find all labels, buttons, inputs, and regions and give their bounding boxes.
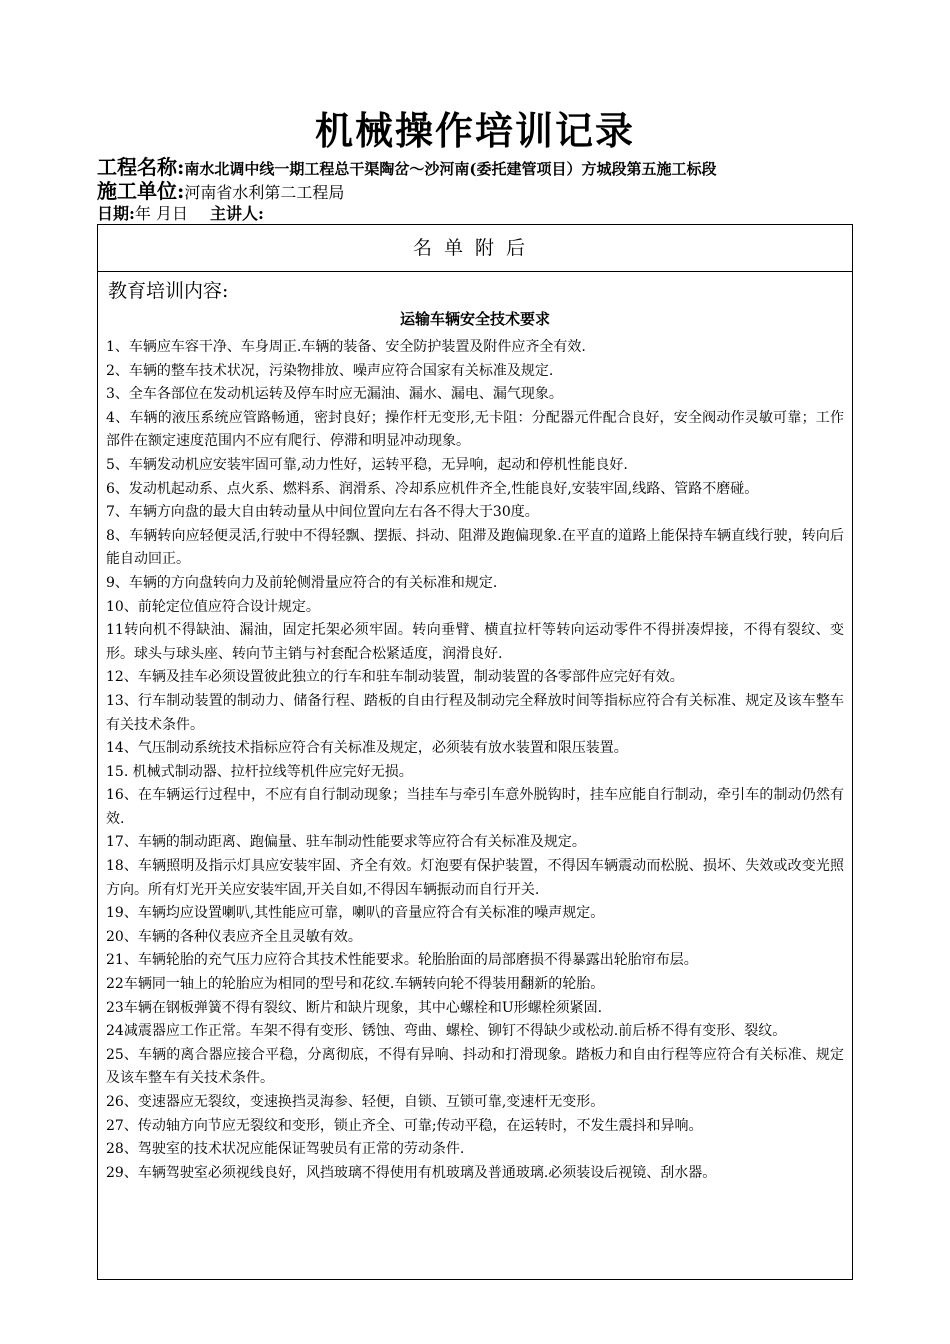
- requirement-item: 25、车辆的离合器应接合平稳，分离彻底，不得有异响、抖动和打滑现象。踏板力和自由行程等应符合有关标准、规定及该车整车有关技术条件。: [106, 1046, 844, 1087]
- requirement-list: [106, 336, 844, 1185]
- requirement-item: 3、全车各部位在发动机运转及停车时应无漏油、漏水、漏电、漏气现象。: [106, 386, 563, 403]
- page-title: 机械操作培训记录: [314, 108, 635, 153]
- requirement-item: 8、车辆转向应轻便灵活,行驶中不得轻飘、摆振、抖动、阻滞及跑偏现象.在平直的道路上能保持车辆直线行驶，转向后能自动回正。: [106, 527, 844, 568]
- unit-value: 河南省水利第二工程局: [184, 183, 345, 202]
- requirement-item: 21、车辆轮胎的充气压力应符合其技术性能要求。轮胎胎面的局部磨损不得暴露出轮胎帘布层。: [106, 952, 698, 969]
- requirement-item: 14、气压制动系统技术指标应符合有关标准及规定，必须装有放水装置和限压装置。: [106, 740, 628, 757]
- requirement-item: 9、车辆的方向盘转向力及前轮侧滑量应符合的有关标准和规定.: [106, 574, 498, 591]
- content-subtitle: 运输车辆安全技术要求: [399, 310, 550, 328]
- training-content: [98, 272, 852, 1185]
- requirement-item: 2、车辆的整车技术状况，污染物排放、噪声应符合国家有关标准及规定.: [106, 362, 554, 379]
- requirement-item: 15. 机械式制动器、拉杆拉线等机件应完好无损。: [106, 763, 413, 780]
- requirement-item: 23车辆在钢板弹簧不得有裂纹、断片和缺片现象，其中心螺栓和U形螺栓须紧固.: [106, 999, 603, 1016]
- date-label: 日期:: [97, 204, 135, 223]
- requirement-item: 10、前轮定位值应符合设计规定。: [106, 598, 320, 615]
- requirement-item: 20、车辆的各种仪表应齐全且灵敏有效。: [106, 928, 362, 945]
- speaker-label: 主讲人:: [210, 204, 264, 223]
- requirement-item: 12、车辆及挂车必须设置彼此独立的行车和驻车制动装置，制动装置的各零部件应完好有效。: [106, 669, 684, 686]
- date-line: [97, 201, 264, 224]
- requirement-item: 13、行车制动装置的制动力、储备行程、踏板的自由行程及制动完全释放时间等指标应符合有关标准、规定及该车整车有关技术条件。: [106, 692, 844, 733]
- requirement-item: 1、车辆应车容干净、车身周正.车辆的装备、安全防护装置及附件应齐全有效.: [106, 339, 586, 355]
- attendee-list-note: 名单附后: [98, 225, 852, 272]
- requirement-item: 24减震器应工作正常。车架不得有变形、锈蚀、弯曲、螺栓、铆钉不得缺少或松动.前后桥不得有变形、裂纹。: [106, 1023, 787, 1040]
- unit-label: 施工单位:: [97, 179, 185, 203]
- project-label: 工程名称:: [97, 155, 185, 179]
- requirement-item: 7、车辆方向盘的最大自由转动量从中间位置向左右各不得大于30度。: [106, 504, 539, 521]
- requirement-item: 18、车辆照明及指示灯具应安装牢固、齐全有效。灯泡要有保护装置，不得因车辆震动而松脱、损坏、失效或改变光照方向。所有灯光开关应安装牢固,开关自如,不得因车辆振动而自行开关.: [106, 858, 844, 898]
- requirement-item: 11转向机不得缺油、漏油，固定托架必须牢固。转向垂臂、横直拉杆等转向运动零件不得拼凑焊接，不得有裂纹、变形。球头与球头座、转向节主销与衬套配合松紧适度，润滑良好.: [106, 622, 844, 662]
- requirement-item: 4、车辆的液压系统应管路畅通，密封良好；操作杆无变形,无卡阻：分配器元件配合良好，安全阀动作灵敏可靠；工作部件在额定速度范围内不应有爬行、停滞和明显冲动现象。: [106, 409, 844, 450]
- requirement-item: 5、车辆发动机应安装牢固可靠,动力性好，运转平稳，无异响，起动和停机性能良好.: [106, 456, 628, 473]
- requirement-item: 29、车辆驾驶室必须视线良好，风挡玻璃不得使用有机玻璃及普通玻璃.必须装设后视镜、刮水器。: [106, 1164, 717, 1181]
- requirement-item: 28、驾驶室的技术状况应能保证驾驶员有正常的劳动条件.: [106, 1141, 465, 1158]
- requirement-item: 19、车辆均应设置喇叭,其性能应可靠，喇叭的音量应符合有关标准的噪声规定。: [106, 905, 605, 922]
- requirement-item: 16、在车辆运行过程中，不应有自行制动现象；当挂车与牵引车意外脱钩时，挂车应能自行制动，牵引车的制动仍然有效.: [106, 787, 844, 827]
- unit-line: [97, 175, 344, 204]
- project-value: 南水北调中线一期工程总干渠陶岔～沙河南(委托建管项目）方城段第五施工标段: [184, 160, 717, 178]
- training-table: [97, 224, 853, 1280]
- requirement-item: 17、车辆的制动距离、跑偏量、驻车制动性能要求等应符合有关标准及规定。: [106, 834, 586, 851]
- requirement-item: 6、发动机起动系、点火系、燃料系、润滑系、冷却系应机件齐全,性能良好,安装牢固,线路、管路不磨碰。: [106, 480, 759, 497]
- date-value: 年 月日: [134, 204, 189, 223]
- requirement-item: 22车辆同一轴上的轮胎应为相同的型号和花纹.车辆转向轮不得装用翻新的轮胎。: [106, 976, 605, 993]
- requirement-item: 26、变速器应无裂纹，变速换挡灵海参、轻便，自锁、互锁可靠,变速杆无变形。: [106, 1094, 605, 1110]
- requirement-item: 27、传动轴方向节应无裂纹和变形，锁止齐全、可靠;传动平稳，在运转时，不发生震抖和异响。: [106, 1117, 703, 1134]
- content-label: 教育培训内容:: [108, 280, 229, 302]
